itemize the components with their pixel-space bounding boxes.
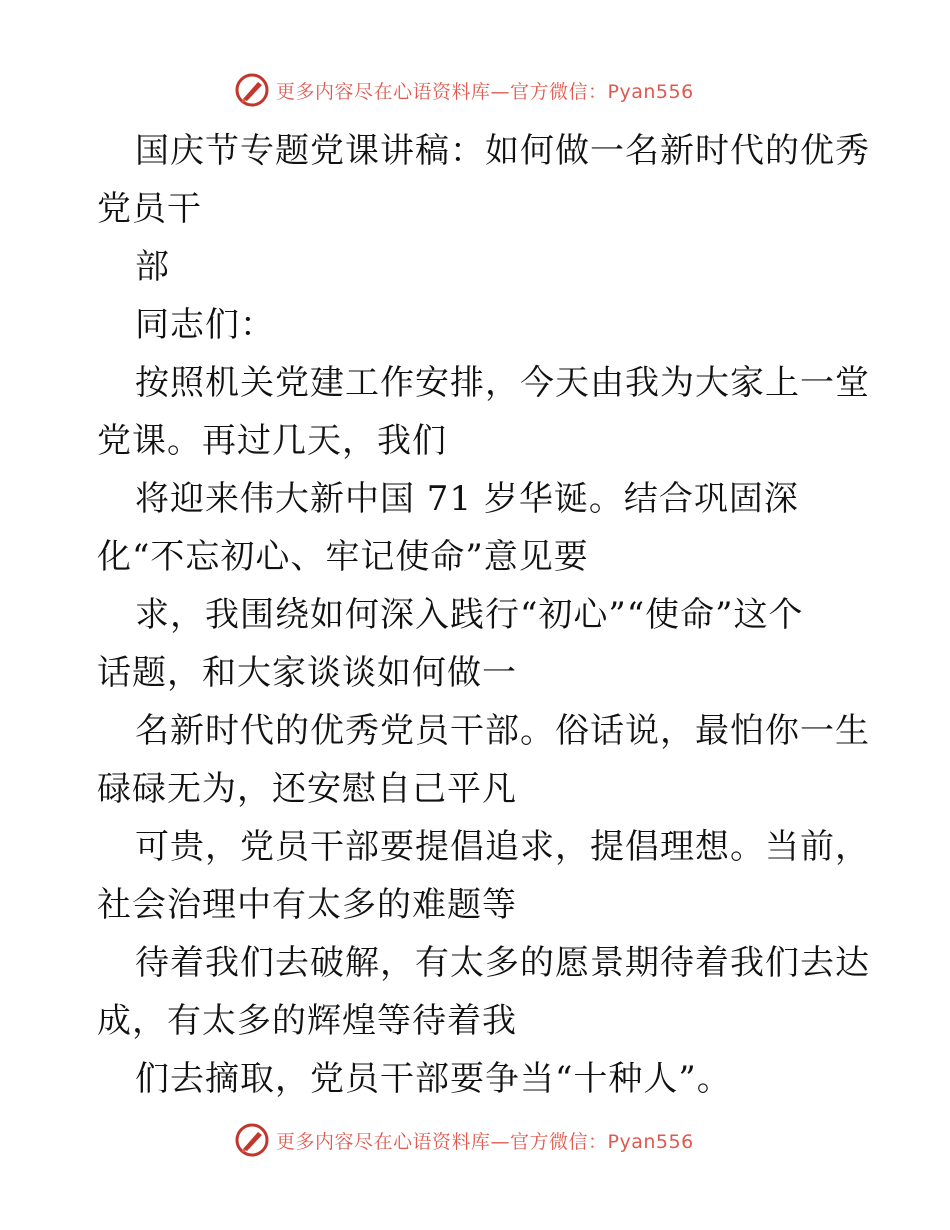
banner-text: 更多内容尽在心语资料库—官方微信：Pyan556 <box>276 1130 694 1153</box>
text-line: 名新时代的优秀党员干部。俗话说，最怕你一生 <box>135 711 870 751</box>
text-line: 党员干 <box>97 189 202 229</box>
text-line: 按照机关党建工作安排，今天由我为大家上一堂 <box>135 363 870 403</box>
header-banner <box>234 72 694 108</box>
text-line: 成，有太多的辉煌等待着我 <box>97 1001 517 1041</box>
footer-banner <box>234 1122 694 1158</box>
text-line: 同志们： <box>135 305 275 345</box>
text-line: 可贵，党员干部要提倡追求，提倡理想。当前， <box>135 827 870 867</box>
text-line: 社会治理中有太多的难题等 <box>97 885 517 925</box>
text-line: 话题，和大家谈谈如何做一 <box>97 653 517 693</box>
text-line: 将迎来伟大新中国 71 岁华诞。结合巩固深 <box>135 479 799 519</box>
text-line: 部 <box>135 247 170 287</box>
banner-text: 更多内容尽在心语资料库—官方微信：Pyan556 <box>276 80 694 103</box>
pen-logo-icon <box>234 1122 270 1158</box>
pen-logo-icon <box>234 72 270 108</box>
text-line: 待着我们去破解，有太多的愿景期待着我们去达 <box>135 943 870 983</box>
document-body <box>97 122 870 1108</box>
text-line: 求，我围绕如何深入践行“初心”“使命”这个 <box>135 595 804 635</box>
text-line: 国庆节专题党课讲稿：如何做一名新时代的优秀 <box>135 131 870 171</box>
text-line: 化“不忘初心、牢记使命”意见要 <box>97 537 589 577</box>
text-line: 们去摘取，党员干部要争当“十种人”。 <box>135 1059 732 1099</box>
text-line: 碌碌无为，还安慰自己平凡 <box>97 769 517 809</box>
text-line: 党课。再过几天，我们 <box>97 421 447 461</box>
